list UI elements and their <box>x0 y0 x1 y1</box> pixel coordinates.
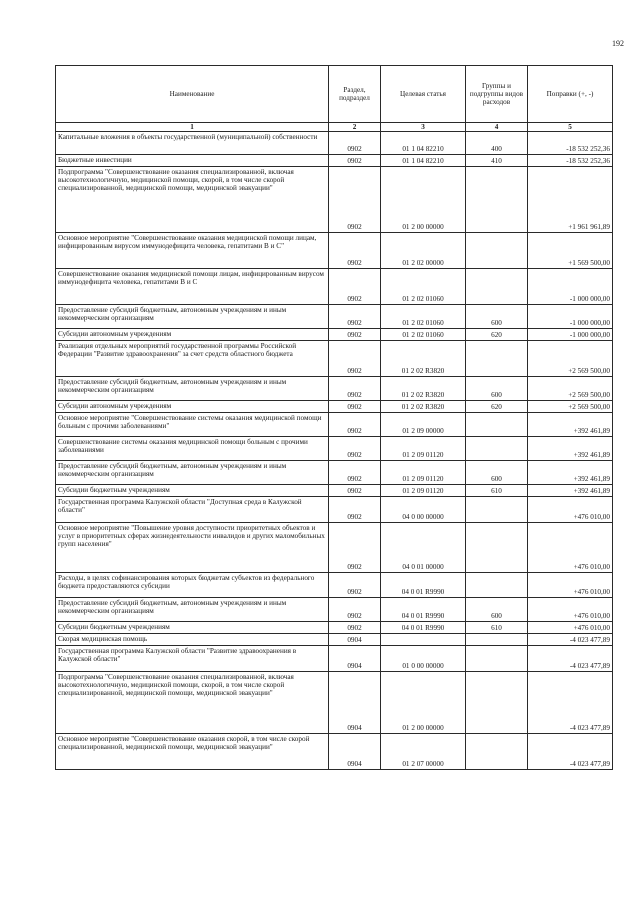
row-name: Подпрограмма "Совершенствование оказания специализированной, включая высокотехнологичную, медицинской помощи, скорой, в том числе скорой специализированной, медицинской помощи, медицинской эвакуации" <box>56 672 329 734</box>
table-row <box>56 167 613 233</box>
row-section: 0902 <box>329 132 381 155</box>
row-name: Субсидии автономным учреждениям <box>56 401 329 413</box>
row-amount: -4 023 477,89 <box>528 672 613 734</box>
row-group <box>466 634 528 646</box>
row-group: 400 <box>466 132 528 155</box>
table-row <box>56 413 613 437</box>
row-group: 610 <box>466 622 528 634</box>
row-amount: +2 569 500,00 <box>528 341 613 377</box>
row-name: Основное мероприятие "Совершенствование системы оказания медицинской помощи больным с прочими заболеваниями" <box>56 413 329 437</box>
row-name: Скорая медицинская помощь <box>56 634 329 646</box>
row-section: 0902 <box>329 461 381 485</box>
table-row <box>56 437 613 461</box>
table-row <box>56 461 613 485</box>
row-group <box>466 413 528 437</box>
row-section: 0902 <box>329 573 381 598</box>
row-section: 0902 <box>329 598 381 622</box>
row-amount: -4 023 477,89 <box>528 646 613 672</box>
row-target: 01 2 00 00000 <box>381 167 466 233</box>
row-target: 04 0 01 R9990 <box>381 573 466 598</box>
row-group <box>466 734 528 770</box>
table-row <box>56 734 613 770</box>
row-amount: -1 000 000,00 <box>528 329 613 341</box>
row-group: 600 <box>466 598 528 622</box>
row-target: 01 2 07 00000 <box>381 734 466 770</box>
row-group: 410 <box>466 155 528 167</box>
table-row <box>56 573 613 598</box>
table-row <box>56 401 613 413</box>
row-target: 01 2 09 00000 <box>381 413 466 437</box>
row-target: 01 2 02 R3820 <box>381 401 466 413</box>
row-name: Основное мероприятие "Совершенствование оказания медицинской помощи лицам, инфицированным вирусом иммунодефицита человека, гепатитами В и С" <box>56 233 329 269</box>
column-number: 4 <box>466 123 528 132</box>
row-name: Реализация отдельных мероприятий государственной программы Российской Федерации "Развитие здравоохранения" за счет средств областного бюджета <box>56 341 329 377</box>
row-group <box>466 523 528 573</box>
row-name: Государственная программа Калужской области "Доступная среда в Калужской области" <box>56 497 329 523</box>
row-target <box>381 634 466 646</box>
row-group <box>466 437 528 461</box>
row-target: 01 2 02 R3820 <box>381 341 466 377</box>
row-amount: +1 569 500,00 <box>528 233 613 269</box>
row-section: 0904 <box>329 672 381 734</box>
row-group: 600 <box>466 377 528 401</box>
row-name: Подпрограмма "Совершенствование оказания специализированной, включая высокотехнологичную, медицинской помощи, скорой, в том числе скорой специализированной, медицинской помощи, медицинской эвакуации" <box>56 167 329 233</box>
row-name: Совершенствование системы оказания медицинской помощи больным с прочими заболеваниями <box>56 437 329 461</box>
row-amount: +392 461,89 <box>528 413 613 437</box>
table-body <box>56 132 613 770</box>
row-name: Предоставление субсидий бюджетным, автономным учреждениям и иным некоммерческим организациям <box>56 305 329 329</box>
row-amount: +1 961 961,89 <box>528 167 613 233</box>
row-section: 0902 <box>329 329 381 341</box>
row-amount: +476 010,00 <box>528 622 613 634</box>
row-name: Основное мероприятие "Совершенствование оказания скорой, в том числе скорой специализированной, медицинской помощи, медицинской эвакуации" <box>56 734 329 770</box>
row-target: 01 2 02 01060 <box>381 305 466 329</box>
row-name: Капитальные вложения в объекты государственной (муниципальной) собственности <box>56 132 329 155</box>
column-number: 3 <box>381 123 466 132</box>
table-row <box>56 598 613 622</box>
row-section: 0904 <box>329 634 381 646</box>
table-row <box>56 341 613 377</box>
row-section: 0902 <box>329 497 381 523</box>
row-name: Субсидии автономным учреждениям <box>56 329 329 341</box>
row-section: 0902 <box>329 401 381 413</box>
table-row <box>56 233 613 269</box>
page-number: 192 <box>612 39 624 48</box>
row-section: 0902 <box>329 413 381 437</box>
header-name: Наименование <box>56 66 329 123</box>
table-row <box>56 377 613 401</box>
row-amount: +2 569 500,00 <box>528 401 613 413</box>
row-amount: +392 461,89 <box>528 461 613 485</box>
table-row <box>56 485 613 497</box>
row-group: 620 <box>466 401 528 413</box>
row-section: 0902 <box>329 437 381 461</box>
row-group: 600 <box>466 461 528 485</box>
row-name: Предоставление субсидий бюджетным, автономным учреждениям и иным некоммерческим организациям <box>56 598 329 622</box>
row-amount: +392 461,89 <box>528 437 613 461</box>
row-target: 01 0 00 00000 <box>381 646 466 672</box>
table-row <box>56 622 613 634</box>
row-name: Бюджетные инвестиции <box>56 155 329 167</box>
row-name: Субсидии бюджетным учреждениям <box>56 622 329 634</box>
row-amount: -1 000 000,00 <box>528 305 613 329</box>
row-section: 0902 <box>329 167 381 233</box>
row-amount: -1 000 000,00 <box>528 269 613 305</box>
table-row <box>56 672 613 734</box>
row-group <box>466 646 528 672</box>
row-name: Субсидии бюджетным учреждениям <box>56 485 329 497</box>
header-target: Целевая статья <box>381 66 466 123</box>
header-group: Группы и подгруппы видов расходов <box>466 66 528 123</box>
row-group <box>466 341 528 377</box>
row-group: 610 <box>466 485 528 497</box>
row-group <box>466 233 528 269</box>
row-amount: -4 023 477,89 <box>528 634 613 646</box>
row-target: 01 2 09 01120 <box>381 437 466 461</box>
row-section: 0904 <box>329 734 381 770</box>
row-target: 01 2 02 01060 <box>381 329 466 341</box>
budget-table <box>55 65 613 770</box>
row-target: 04 0 01 00000 <box>381 523 466 573</box>
row-section: 0902 <box>329 269 381 305</box>
row-target: 04 0 01 R9990 <box>381 622 466 634</box>
header-amount: Поправки (+, -) <box>528 66 613 123</box>
table-row <box>56 155 613 167</box>
row-section: 0902 <box>329 341 381 377</box>
row-amount: +2 569 500,00 <box>528 377 613 401</box>
row-group <box>466 672 528 734</box>
table-row <box>56 634 613 646</box>
row-section: 0902 <box>329 377 381 401</box>
table-row <box>56 305 613 329</box>
row-amount: +392 461,89 <box>528 485 613 497</box>
row-group: 620 <box>466 329 528 341</box>
row-name: Совершенствование оказания медицинской помощи лицам, инфицированным вирусом иммунодефицита человека, гепатитами В и С <box>56 269 329 305</box>
row-amount: -18 532 252,36 <box>528 132 613 155</box>
row-target: 01 1 04 82210 <box>381 155 466 167</box>
row-amount: +476 010,00 <box>528 573 613 598</box>
row-amount: +476 010,00 <box>528 497 613 523</box>
table-row <box>56 646 613 672</box>
row-target: 01 2 02 00000 <box>381 233 466 269</box>
row-name: Расходы, в целях софинансирования которых бюджетам субъектов из федерального бюджета предоставляются субсидии <box>56 573 329 598</box>
row-amount: -18 532 252,36 <box>528 155 613 167</box>
table-header-row <box>56 66 613 123</box>
row-section: 0902 <box>329 622 381 634</box>
row-group <box>466 167 528 233</box>
row-amount: -4 023 477,89 <box>528 734 613 770</box>
row-name: Предоставление субсидий бюджетным, автономным учреждениям и иным некоммерческим организациям <box>56 377 329 401</box>
row-target: 04 0 01 R9990 <box>381 598 466 622</box>
row-name: Государственная программа Калужской области "Развитие здравоохранения в Калужской области" <box>56 646 329 672</box>
row-amount: +476 010,00 <box>528 523 613 573</box>
column-number: 5 <box>528 123 613 132</box>
row-group <box>466 269 528 305</box>
header-section: Раздел, подраздел <box>329 66 381 123</box>
row-amount: +476 010,00 <box>528 598 613 622</box>
column-number: 1 <box>56 123 329 132</box>
row-group: 600 <box>466 305 528 329</box>
row-name: Основное мероприятие "Повышение уровня доступности приоритетных объектов и услуг в приоритетных сферах жизнедеятельности инвалидов и других маломобильных групп населения" <box>56 523 329 573</box>
table-row <box>56 329 613 341</box>
table-row <box>56 523 613 573</box>
row-group <box>466 497 528 523</box>
row-target: 04 0 00 00000 <box>381 497 466 523</box>
row-target: 01 2 09 01120 <box>381 461 466 485</box>
row-section: 0902 <box>329 155 381 167</box>
column-number-row <box>56 123 613 132</box>
row-section: 0904 <box>329 646 381 672</box>
row-section: 0902 <box>329 305 381 329</box>
column-number: 2 <box>329 123 381 132</box>
row-section: 0902 <box>329 233 381 269</box>
row-target: 01 2 02 R3820 <box>381 377 466 401</box>
row-section: 0902 <box>329 485 381 497</box>
row-target: 01 1 04 82210 <box>381 132 466 155</box>
row-target: 01 2 09 01120 <box>381 485 466 497</box>
table-row <box>56 132 613 155</box>
row-target: 01 2 00 00000 <box>381 672 466 734</box>
table-row <box>56 269 613 305</box>
row-section: 0902 <box>329 523 381 573</box>
table-row <box>56 497 613 523</box>
row-group <box>466 573 528 598</box>
row-target: 01 2 02 01060 <box>381 269 466 305</box>
row-name: Предоставление субсидий бюджетным, автономным учреждениям и иным некоммерческим организациям <box>56 461 329 485</box>
